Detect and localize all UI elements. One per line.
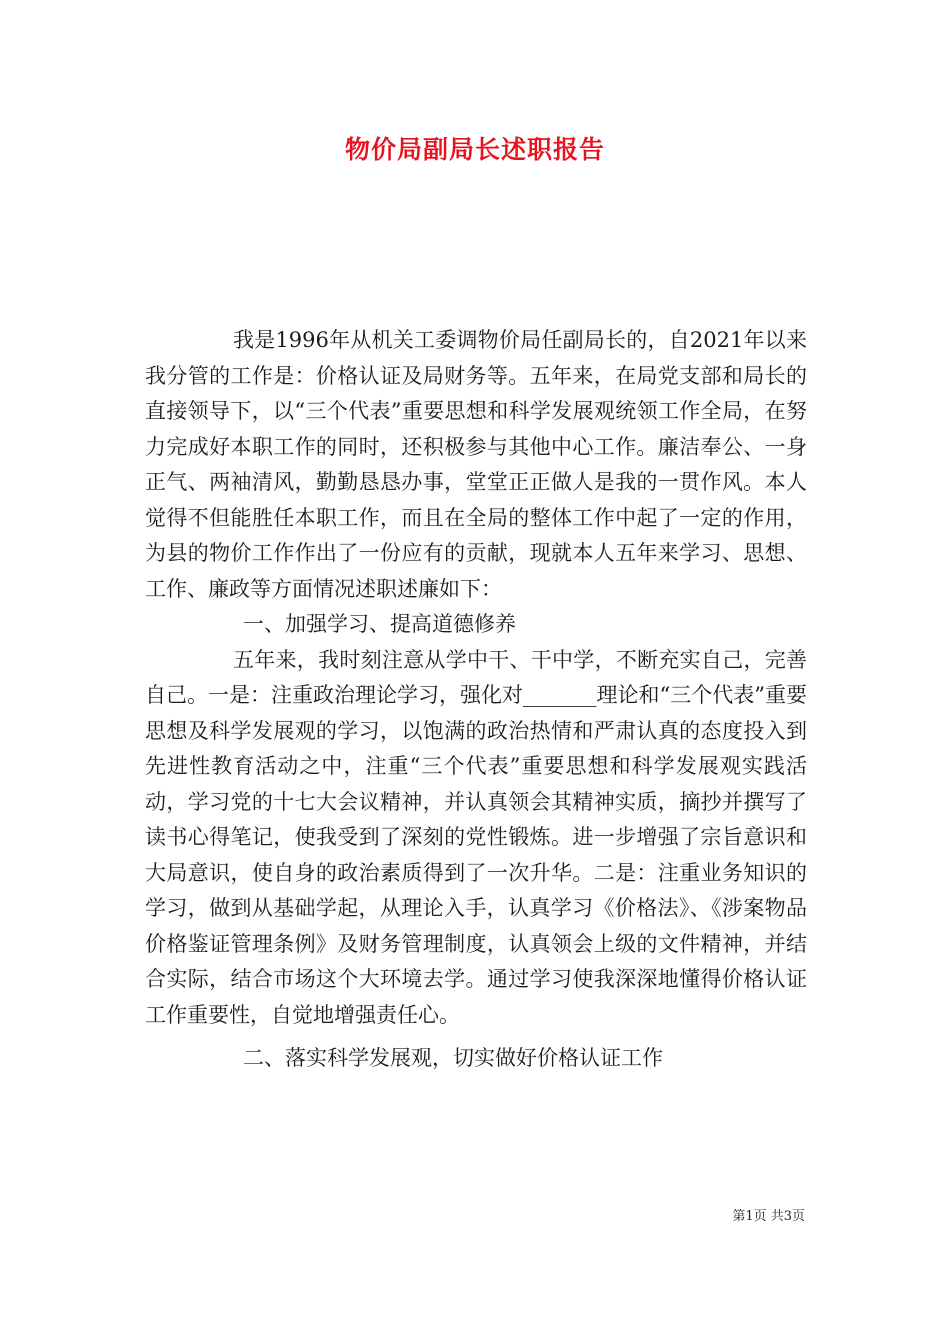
document-body [145,323,807,1077]
paragraph-study: 五年来，我时刻注意从学中干、干中学，不断充实自己，完善自己。一是：注重政治理论学习，强化对_______理论和“三个代表”重要思想及科学发展观的学习，以饱满的政治热情和严肃认真的态度投入到先进性教育活动之中，注重“三个代表”重要思想和科学发展观实践活动，学习党的十七大会议精神，并认真领会其精神实质，摘抄并撰写了读书心得笔记，使我受到了深刻的党性锻炼。进一步增强了宗旨意识和大局意识，使自身的政治素质得到了一次升华。二是：注重业务知识的学习，做到从基础学起，从理论入手，认真学习《价格法》、《涉案物品价格鉴证管理条例》及财务管理制度，认真领会上级的文件精神，并结合实际，结合市场这个大环境去学。通过学习使我深深地懂得价格认证工作重要性，自觉地增强责任心。 [145,647,807,1027]
page-number-footer: 第1页 共3页 [732,1209,805,1224]
section-heading-1: 一、加强学习、提高道德修养 [243,612,516,636]
document-title: 物价局副局长述职报告 [344,135,605,164]
section-heading-2: 二、落实科学发展观，切实做好价格认证工作 [243,1046,663,1070]
paragraph-intro: 我是1996年从机关工委调物价局任副局长的，自2021年以来我分管的工作是：价格认证及局财务等。五年来，在局党支部和局长的直接领导下，以“三个代表”重要思想和科学发展观统领工作全局，在努力完成好本职工作的同时，还积极参与其他中心工作。廉洁奉公、一身正气、两袖清风，勤勤恳恳办事，堂堂正正做人是我的一贯作风。本人觉得不但能胜任本职工作，而且在全局的整体工作中起了一定的作用，为县的物价工作作出了一份应有的贡献，现就本人五年来学习、思想、工作、廉政等方面情况述职述廉如下： [145,328,807,601]
